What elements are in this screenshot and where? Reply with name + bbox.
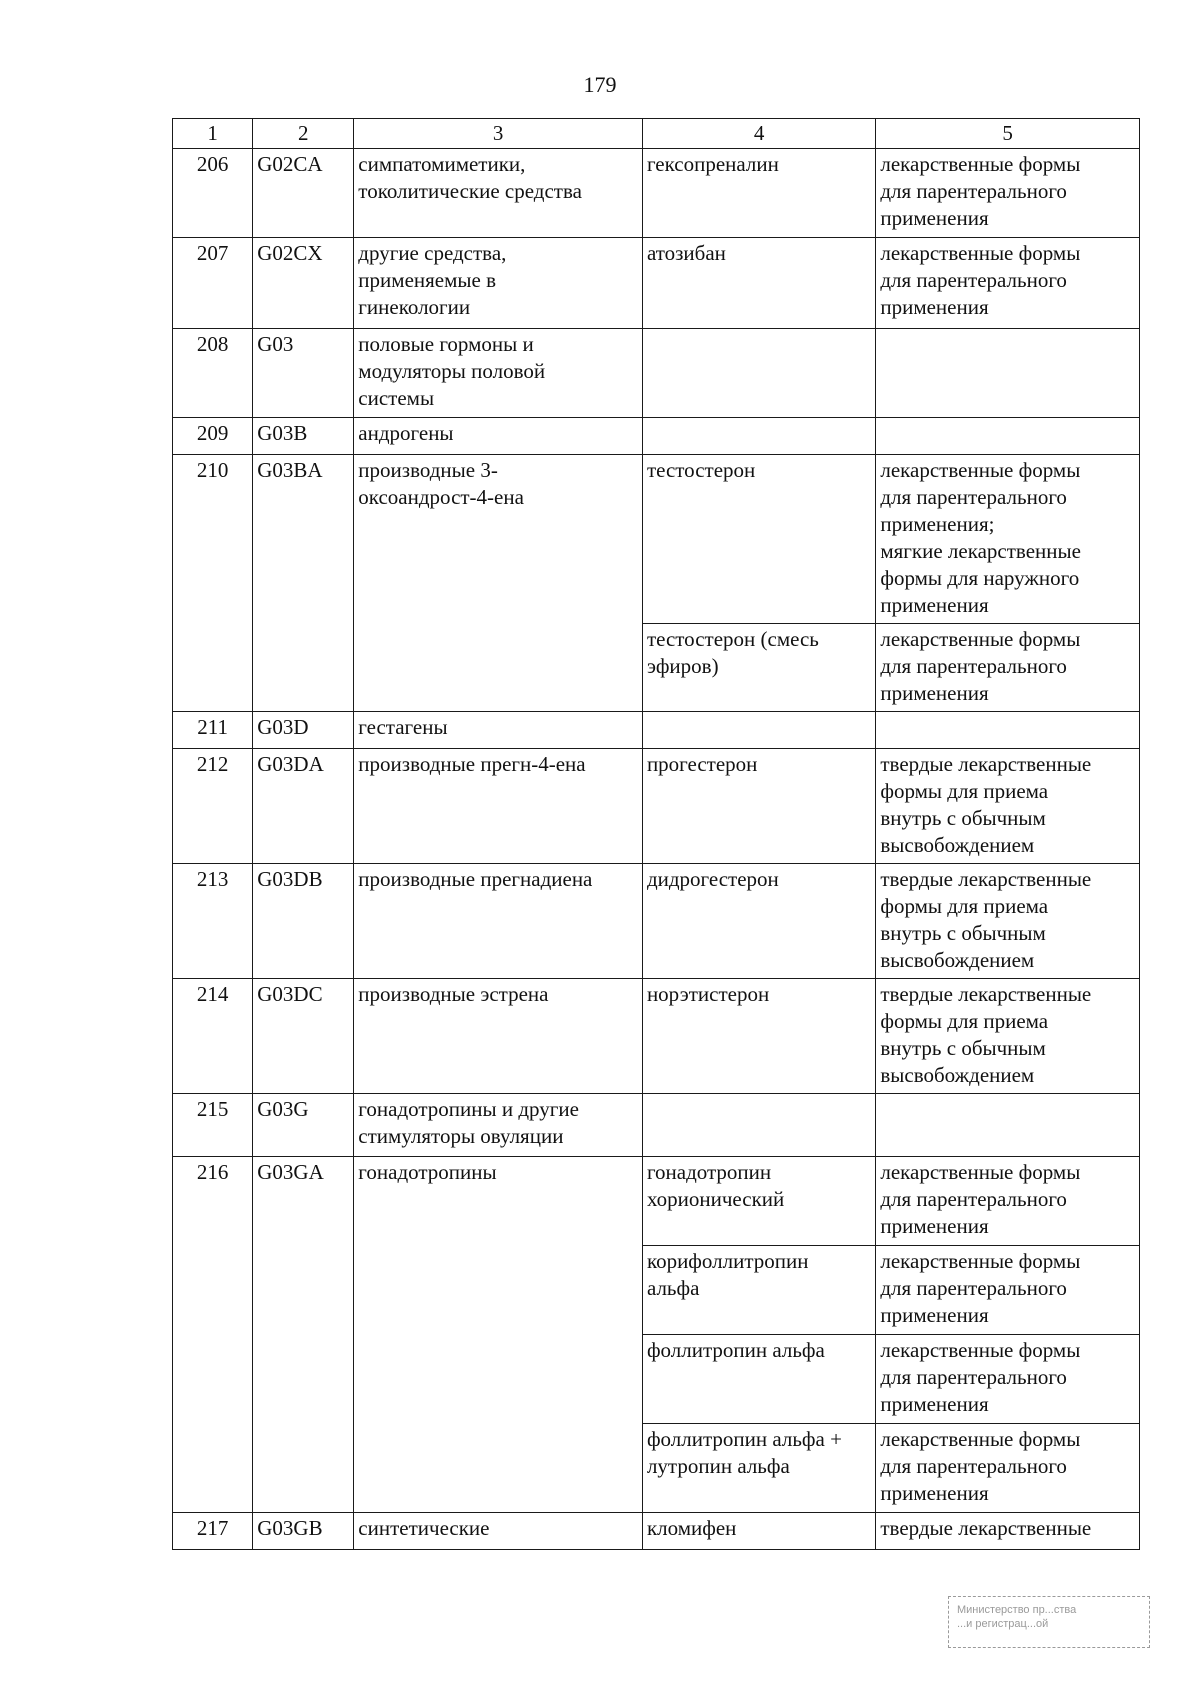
atc-group-cell xyxy=(354,1513,643,1550)
atc-group-cell xyxy=(354,749,643,864)
row-number-cell xyxy=(173,1157,253,1513)
atc-group-cell-text: другие средства, применяемые в гинекологии xyxy=(358,241,507,319)
row-number-cell-text: 208 xyxy=(196,332,229,356)
drug-name-cell-text: норэтистерон xyxy=(646,982,770,1006)
table-row xyxy=(173,238,1140,329)
drug-name-cell-text: тестостерон xyxy=(646,458,756,482)
drug-name-cell-text: кломифен xyxy=(646,1516,737,1540)
row-number-cell xyxy=(173,1094,253,1157)
row-number-cell-text: 206 xyxy=(196,152,229,176)
drug-name-cell xyxy=(642,979,875,1094)
dosage-form-cell-text: лекарственные формы для парентерального применения xyxy=(880,627,1081,705)
dosage-form-cell xyxy=(876,749,1140,864)
drug-name-cell-text: тестостерон (смесь эфиров) xyxy=(646,627,819,678)
table-row xyxy=(173,1094,1140,1157)
page-number: 179 xyxy=(583,72,617,97)
atc-code-cell xyxy=(253,455,354,712)
atc-group-cell-text: производные прегнадиена xyxy=(358,867,593,891)
row-number-cell xyxy=(173,329,253,418)
column-header xyxy=(173,119,253,149)
atc-group-cell-text: гестагены xyxy=(358,715,448,739)
row-number-cell xyxy=(173,979,253,1094)
dosage-form-cell xyxy=(876,712,1140,749)
dosage-form-cell xyxy=(876,1513,1140,1550)
atc-code-cell-text: G02CX xyxy=(257,241,323,265)
drug-name-cell xyxy=(642,1424,875,1513)
atc-code-cell-text: G03BA xyxy=(257,458,323,482)
atc-code-cell-text: G03D xyxy=(257,715,309,739)
row-number-cell-text: 207 xyxy=(196,241,229,265)
drug-name-cell-text: корифоллитропин альфа xyxy=(646,1249,809,1300)
drug-list-table xyxy=(172,118,1140,1550)
atc-code-cell-text: G03B xyxy=(257,421,308,445)
atc-group-cell-text: синтетические xyxy=(358,1516,490,1540)
row-number-cell-text: 215 xyxy=(196,1097,229,1121)
atc-group-cell-text: андрогены xyxy=(358,421,454,445)
dosage-form-cell-text: лекарственные формы для парентерального применения xyxy=(880,1160,1081,1238)
atc-group-cell xyxy=(354,149,643,238)
atc-group-cell xyxy=(354,418,643,455)
atc-code-cell xyxy=(253,418,354,455)
drug-name-cell-text: атозибан xyxy=(646,241,726,265)
column-header xyxy=(876,119,1140,149)
drug-name-cell-text: фоллитропин альфа + лутропин альфа xyxy=(646,1427,842,1478)
row-number-cell xyxy=(173,864,253,979)
table-row xyxy=(173,1157,1140,1246)
dosage-form-cell xyxy=(876,864,1140,979)
atc-code-cell xyxy=(253,238,354,329)
atc-group-cell-text: производные 3- оксоандрост-4-ена xyxy=(358,458,524,509)
dosage-form-cell-text: лекарственные формы для парентерального применения xyxy=(880,1338,1081,1416)
row-number-cell xyxy=(173,238,253,329)
atc-group-cell-text: гонадотропины xyxy=(358,1160,497,1184)
atc-group-cell xyxy=(354,238,643,329)
dosage-form-cell xyxy=(876,624,1140,712)
row-number-cell-text: 213 xyxy=(196,867,229,891)
atc-code-cell-text: G03DC xyxy=(257,982,323,1006)
atc-code-cell xyxy=(253,864,354,979)
dosage-form-cell-text: твердые лекарственные формы для приема внутрь с обычным высвобождением xyxy=(880,867,1092,972)
row-number-cell-text: 211 xyxy=(197,715,228,739)
drug-name-cell-text: гонадотропин хорионический xyxy=(646,1160,785,1211)
atc-code-cell xyxy=(253,1157,354,1513)
column-header xyxy=(253,119,354,149)
atc-code-cell xyxy=(253,1513,354,1550)
drug-name-cell xyxy=(642,864,875,979)
dosage-form-cell xyxy=(876,1157,1140,1246)
atc-group-cell xyxy=(354,864,643,979)
dosage-form-cell xyxy=(876,979,1140,1094)
atc-code-cell xyxy=(253,149,354,238)
table-row xyxy=(173,149,1140,238)
row-number-cell-text: 214 xyxy=(196,982,229,1006)
atc-group-cell-text: половые гормоны и модуляторы половой системы xyxy=(358,332,546,410)
atc-code-cell-text: G02CA xyxy=(257,152,323,176)
dosage-form-cell-text: твердые лекарственные формы для приема внутрь с обычным высвобождением xyxy=(880,982,1092,1087)
row-number-cell-text: 216 xyxy=(196,1160,229,1184)
atc-group-cell xyxy=(354,1094,643,1157)
dosage-form-cell xyxy=(876,1246,1140,1335)
stamp-line: ...и регистрац...ой xyxy=(957,1618,1049,1630)
atc-group-cell-text: симпатомиметики, токолитические средства xyxy=(358,152,582,203)
atc-code-cell xyxy=(253,1094,354,1157)
drug-name-cell xyxy=(642,1335,875,1424)
table-row xyxy=(173,329,1140,418)
drug-name-cell xyxy=(642,1513,875,1550)
dosage-form-cell xyxy=(876,1335,1140,1424)
dosage-form-cell xyxy=(876,1094,1140,1157)
column-header xyxy=(642,119,875,149)
dosage-form-cell-text: лекарственные формы для парентерального применения xyxy=(880,1249,1081,1327)
drug-name-cell xyxy=(642,418,875,455)
dosage-form-cell xyxy=(876,1424,1140,1513)
row-number-cell-text: 210 xyxy=(196,458,229,482)
registration-stamp xyxy=(948,1596,1150,1648)
atc-code-cell xyxy=(253,749,354,864)
row-number-cell xyxy=(173,1513,253,1550)
dosage-form-cell-text: твердые лекарственные формы для приема внутрь с обычным высвобождением xyxy=(880,752,1092,857)
dosage-form-cell-text: лекарственные формы для парентерального применения xyxy=(880,152,1081,230)
drug-name-cell xyxy=(642,329,875,418)
drug-name-cell-text: прогестерон xyxy=(646,752,758,776)
row-number-cell xyxy=(173,455,253,712)
atc-code-cell-text: G03G xyxy=(257,1097,309,1121)
drug-name-cell xyxy=(642,1157,875,1246)
drug-name-cell xyxy=(642,1094,875,1157)
column-header-text: 2 xyxy=(298,121,309,145)
dosage-form-cell xyxy=(876,238,1140,329)
dosage-form-cell xyxy=(876,149,1140,238)
dosage-form-cell-text: твердые лекарственные xyxy=(880,1516,1092,1540)
drug-name-cell xyxy=(642,149,875,238)
dosage-form-cell-text: лекарственные формы для парентерального применения; мягкие лекарственные формы для наружного применения xyxy=(880,458,1081,617)
atc-code-cell-text: G03DB xyxy=(257,867,323,891)
dosage-form-cell xyxy=(876,455,1140,624)
atc-group-cell-text: производные эстрена xyxy=(358,982,549,1006)
column-header xyxy=(354,119,643,149)
row-number-cell xyxy=(173,149,253,238)
atc-group-cell-text: производные прегн-4-ена xyxy=(358,752,586,776)
atc-code-cell-text: G03GB xyxy=(257,1516,323,1540)
table-row xyxy=(173,455,1140,624)
column-header-text: 5 xyxy=(1002,121,1013,145)
table-row xyxy=(173,418,1140,455)
table-row xyxy=(173,979,1140,1094)
atc-code-cell xyxy=(253,979,354,1094)
atc-code-cell xyxy=(253,712,354,749)
drug-name-cell-text: фоллитропин альфа xyxy=(646,1338,825,1362)
atc-group-cell xyxy=(354,979,643,1094)
drug-name-cell-text: гексопреналин xyxy=(646,152,779,176)
atc-code-cell xyxy=(253,329,354,418)
dosage-form-cell xyxy=(876,418,1140,455)
row-number-cell xyxy=(173,749,253,864)
atc-code-cell-text: G03DA xyxy=(257,752,324,776)
drug-name-cell xyxy=(642,1246,875,1335)
header-row xyxy=(173,119,1140,149)
table-row xyxy=(173,1513,1140,1550)
table-row xyxy=(173,712,1140,749)
dosage-form-cell-text: лекарственные формы для парентерального применения xyxy=(880,1427,1081,1505)
atc-code-cell-text: G03GA xyxy=(257,1160,324,1184)
row-number-cell xyxy=(173,712,253,749)
atc-group-cell-text: гонадотропины и другие стимуляторы овуляции xyxy=(358,1097,579,1148)
drug-name-cell xyxy=(642,238,875,329)
drug-name-cell xyxy=(642,712,875,749)
drug-name-cell xyxy=(642,624,875,712)
row-number-cell-text: 217 xyxy=(196,1516,229,1540)
atc-group-cell xyxy=(354,712,643,749)
row-number-cell xyxy=(173,418,253,455)
stamp-line: Министерство пр...ства xyxy=(957,1604,1077,1616)
dosage-form-cell-text: лекарственные формы для парентерального применения xyxy=(880,241,1081,319)
dosage-form-cell xyxy=(876,329,1140,418)
column-header-text: 4 xyxy=(753,121,765,145)
table-row xyxy=(173,749,1140,864)
table-row xyxy=(173,864,1140,979)
atc-group-cell xyxy=(354,455,643,712)
column-header-text: 1 xyxy=(207,121,218,145)
drug-name-cell-text: дидрогестерон xyxy=(646,867,779,891)
column-header-text: 3 xyxy=(492,121,504,145)
drug-name-cell xyxy=(642,455,875,624)
drug-name-cell xyxy=(642,749,875,864)
atc-group-cell xyxy=(354,1157,643,1513)
atc-code-cell-text: G03 xyxy=(257,332,294,356)
row-number-cell-text: 209 xyxy=(196,421,229,445)
atc-group-cell xyxy=(354,329,643,418)
row-number-cell-text: 212 xyxy=(196,752,229,776)
